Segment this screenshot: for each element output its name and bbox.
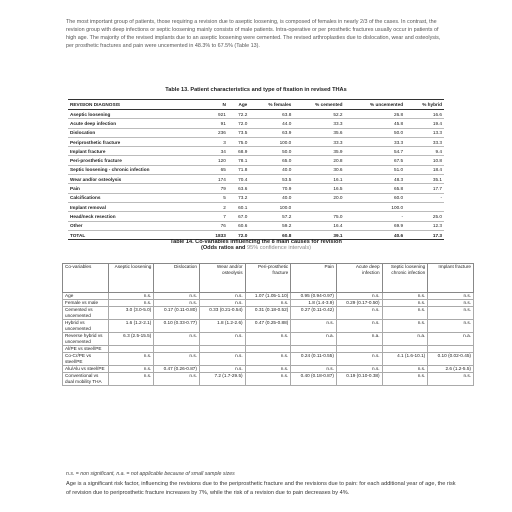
table14-cell: n.s. bbox=[382, 320, 428, 333]
table13-cell: 33.3 bbox=[405, 137, 444, 146]
table13-row bbox=[68, 147, 444, 156]
total-cell: 40.6 bbox=[345, 230, 406, 239]
table13-cell: 72.2 bbox=[228, 110, 249, 119]
table13-cell: 75.0 bbox=[293, 212, 344, 221]
table14-cell: n.s. bbox=[154, 293, 200, 300]
table14-row-label: Alu/Alu vs steel/PE bbox=[63, 366, 109, 373]
table14-caption-title: Table 14. Co-variables influencing the 8 main causes for revision bbox=[170, 239, 342, 245]
table14-cell: n.s. bbox=[245, 300, 291, 307]
table13-row-label: Other bbox=[68, 221, 204, 230]
table14-cell: 0.10 (0.02-0.45) bbox=[428, 353, 474, 366]
table14-cell: n.s. bbox=[428, 320, 474, 333]
table13-row-label: Wear and/or osteolysis bbox=[68, 175, 204, 184]
table13-cell: 120 bbox=[204, 156, 228, 165]
table14-row bbox=[63, 346, 474, 353]
total-cell: 17.3 bbox=[405, 230, 444, 239]
table14-row bbox=[63, 307, 474, 320]
table13-header-cell: Age bbox=[228, 100, 249, 110]
table13-cell: 30.6 bbox=[293, 165, 344, 174]
table14-cell: 3.0 (3.0-5.0) bbox=[108, 307, 154, 320]
table14-cell: n.s. bbox=[291, 320, 337, 333]
table14-cell: n.s. bbox=[154, 333, 200, 346]
table14-cell: n.s. bbox=[382, 366, 428, 373]
table13 bbox=[68, 99, 444, 240]
table13-cell: 100.0 bbox=[345, 202, 406, 211]
total-cell: 39.1 bbox=[293, 230, 344, 239]
table13-row bbox=[68, 165, 444, 174]
table14-cell: n.s. bbox=[199, 353, 245, 366]
table13-cell: 174 bbox=[204, 175, 228, 184]
table14-cell: n.s. bbox=[382, 300, 428, 307]
table13-header-cell: % hybrid bbox=[405, 100, 444, 110]
table14-row-label: Age bbox=[63, 293, 109, 300]
table13-cell: 35.9 bbox=[293, 147, 344, 156]
table14-cell: 1.6 (1.2-2.1) bbox=[108, 320, 154, 333]
table14-header-cell: Peri-prosthetic fracture bbox=[245, 264, 291, 293]
table13-cell: 20.8 bbox=[293, 156, 344, 165]
table13-row bbox=[68, 119, 444, 128]
table13-row bbox=[68, 175, 444, 184]
table13-row bbox=[68, 128, 444, 137]
table14-cell bbox=[245, 346, 291, 353]
table14-cell: n.s. bbox=[199, 293, 245, 300]
table14-cell: n.s. bbox=[108, 293, 154, 300]
table14-cell: n.s. bbox=[382, 293, 428, 300]
table14-header-cell: Aseptic loosening bbox=[108, 264, 154, 293]
table13-cell: 69.9 bbox=[345, 221, 406, 230]
table14-cell: n.s. bbox=[291, 366, 337, 373]
table14-cell bbox=[199, 346, 245, 353]
table13-row-label: Aseptic loosening bbox=[68, 110, 204, 119]
total-cell: 60.8 bbox=[249, 230, 293, 239]
table13-cell: 50.0 bbox=[249, 147, 293, 156]
table14-cell: n.s. bbox=[382, 307, 428, 320]
table14-cell: 1.8 (1.4-3.9) bbox=[291, 300, 337, 307]
table13-cell: 60.6 bbox=[228, 221, 249, 230]
table13-cell: 60.1 bbox=[228, 202, 249, 211]
table14-cell: n.s. bbox=[428, 293, 474, 300]
table14-cell: n.s. bbox=[154, 353, 200, 366]
table13-cell: 33.3 bbox=[293, 137, 344, 146]
table14-cell: 1.8 (1.2-2.6) bbox=[199, 320, 245, 333]
table13-caption: Table 13. Patient characteristics and type of fixation in revised THAs bbox=[165, 87, 347, 93]
table13-cell: 60.0 bbox=[345, 193, 406, 202]
table13-row-label: Implant removal bbox=[68, 202, 204, 211]
total-cell: 1833 bbox=[204, 230, 228, 239]
table14-cell: n.s. bbox=[382, 373, 428, 386]
table14-row-label: Al/PE vs steel/PE bbox=[63, 346, 109, 353]
table13-header-cell: % females bbox=[249, 100, 293, 110]
table14-cell: n.s. bbox=[245, 333, 291, 346]
table14-cell: n.s. bbox=[245, 366, 291, 373]
table13-cell: 16.6 bbox=[405, 110, 444, 119]
table13-cell: 33.3 bbox=[293, 119, 344, 128]
table13-cell: 921 bbox=[204, 110, 228, 119]
table14-cell: 0.24 (0.11-0.55) bbox=[291, 353, 337, 366]
table14-row-label: Reverse hybrid vs uncemented bbox=[63, 333, 109, 346]
table14-row bbox=[63, 300, 474, 307]
table14-header-cell: Dislocation bbox=[154, 264, 200, 293]
table13-cell: 2 bbox=[204, 202, 228, 211]
table14-header-cell: Pain bbox=[291, 264, 337, 293]
table13-cell: 26.8 bbox=[345, 110, 406, 119]
table14-header-cell: Wear and/or osteolysis bbox=[199, 264, 245, 293]
table13-header-row bbox=[68, 100, 444, 110]
table14-cell: 0.29 (0.17-0.50) bbox=[336, 300, 382, 307]
table14-row bbox=[63, 293, 474, 300]
table13-cell: 7 bbox=[204, 212, 228, 221]
table14-cell: 0.17 (0.11-0.80) bbox=[154, 307, 200, 320]
table13-cell: 63.9 bbox=[249, 128, 293, 137]
intro-paragraph: The most important group of patients, those requiring a revision due to aseptic loosening, is composed of females in nearly 2/3 of the cases. In contrast, the revision group with deep infections or septic loosening mainly consists of male patients. Intra-operative or per prosthetic fractures usually occur in patients of high age. The majority of the revised implants due to an aseptic loosening were cemented. The revised arthroplasties due to dislocation, wear and osteolysis, per prosthetic fractures and pain were uncemented in 48.3% to 67.5% (Table 13). bbox=[66, 19, 441, 49]
table14-cell: n.s. bbox=[428, 307, 474, 320]
table13-row-label: Calcifications bbox=[68, 193, 204, 202]
table14-cell: n.s. bbox=[245, 353, 291, 366]
table14-header-row bbox=[63, 264, 474, 293]
table13-cell: 73.5 bbox=[228, 128, 249, 137]
table13-cell: 63.8 bbox=[249, 110, 293, 119]
table13-cell: 67.0 bbox=[228, 212, 249, 221]
table14-cell: 0.33 (0.21-0.54) bbox=[199, 307, 245, 320]
table14-cell: 2.6 (1.2-5.5) bbox=[428, 366, 474, 373]
table13-cell: 72.0 bbox=[228, 119, 249, 128]
table13-cell: 68.9 bbox=[228, 147, 249, 156]
table13-cell: 52.2 bbox=[293, 110, 344, 119]
table13-cell: 91 bbox=[204, 119, 228, 128]
table14-cell: n.s. bbox=[336, 320, 382, 333]
table14-cell: n.s. bbox=[245, 373, 291, 386]
table14-cell: 1.07 (1.05-1.10) bbox=[245, 293, 291, 300]
table13-row bbox=[68, 221, 444, 230]
table14-cell: n.s. bbox=[336, 293, 382, 300]
table13-cell: 70.9 bbox=[249, 184, 293, 193]
table13-cell: 73.2 bbox=[228, 193, 249, 202]
closing-paragraph: Age is a significant risk factor, influencing the revisions due to the periprosthetic fracture and the revisions due to pain: for each additional year of age, the risk of revision due to periprosthetic fracture increases by 7%, while the risk of a revision due to pain decreases by 4%. bbox=[66, 481, 456, 496]
table13-row bbox=[68, 184, 444, 193]
table13-row-label: Acute deep infection bbox=[68, 119, 204, 128]
table14-cell: 7.2 (1.7-29.5) bbox=[199, 373, 245, 386]
table14-cell bbox=[291, 346, 337, 353]
table13-cell bbox=[405, 202, 444, 211]
table14-caption-subtitle-main: (Odds ratios and bbox=[200, 245, 247, 251]
table14-cell bbox=[154, 346, 200, 353]
table13-cell: 17.7 bbox=[405, 184, 444, 193]
table13-cell: 65.0 bbox=[249, 156, 293, 165]
table13-cell: 18.4 bbox=[405, 165, 444, 174]
table13-cell: 78.1 bbox=[228, 156, 249, 165]
table14-cell bbox=[108, 346, 154, 353]
table14-cell: n.s. bbox=[428, 300, 474, 307]
table13-cell: 79 bbox=[204, 184, 228, 193]
table14-cell: 0.19 (0.10-0.38) bbox=[336, 373, 382, 386]
table13-row bbox=[68, 202, 444, 211]
table13-cell: 16.5 bbox=[293, 184, 344, 193]
table14-cell: 0.40 (0.18-0.87) bbox=[291, 373, 337, 386]
table13-cell: 9.4 bbox=[405, 147, 444, 156]
table13-cell: 10.8 bbox=[405, 156, 444, 165]
table13-row bbox=[68, 110, 444, 119]
table13-cell: 51.0 bbox=[345, 165, 406, 174]
table13-row-label: Septic loosening - chronic infection bbox=[68, 165, 204, 174]
table13-cell: 34 bbox=[204, 147, 228, 156]
table14-caption-subtitle bbox=[0, 245, 512, 251]
table13-row-label: Dislocation bbox=[68, 128, 204, 137]
table14-row bbox=[63, 353, 474, 366]
table13-row bbox=[68, 193, 444, 202]
table14 bbox=[62, 263, 474, 386]
table13-row-label: Implant fracture bbox=[68, 147, 204, 156]
table13-cell: 70.4 bbox=[228, 175, 249, 184]
table14-cell: n.s. bbox=[154, 300, 200, 307]
table14-cell bbox=[382, 346, 428, 353]
table13-cell: 16.4 bbox=[293, 221, 344, 230]
table14-cell: n.s. bbox=[336, 366, 382, 373]
table14-cell: 0.31 (0.18-0.52) bbox=[245, 307, 291, 320]
table13-cell: - bbox=[345, 212, 406, 221]
table13-cell: 65 bbox=[204, 165, 228, 174]
table14-cell: 0.27 (0.11-0.42) bbox=[291, 307, 337, 320]
table13-cell: 40.0 bbox=[249, 193, 293, 202]
table13-cell: 16.1 bbox=[293, 175, 344, 184]
table14-cell: 0.95 (0.94-0.97) bbox=[291, 293, 337, 300]
table14-cell bbox=[428, 346, 474, 353]
table13-cell: 12.3 bbox=[405, 221, 444, 230]
table14-row bbox=[63, 366, 474, 373]
table14-cell: 4.1 (1.6-10.1) bbox=[382, 353, 428, 366]
table14-row bbox=[63, 320, 474, 333]
table13-cell: 57.2 bbox=[249, 212, 293, 221]
table13-row-label: Pain bbox=[68, 184, 204, 193]
table13-cell: 5 bbox=[204, 193, 228, 202]
table14-row-label: Hybrid vs uncemented bbox=[63, 320, 109, 333]
table14-row bbox=[63, 333, 474, 346]
table14-cell: n.a. bbox=[291, 333, 337, 346]
table13-cell: 59.2 bbox=[249, 221, 293, 230]
table14-cell: n.s. bbox=[199, 300, 245, 307]
table13-cell: 20.0 bbox=[293, 193, 344, 202]
table14-row bbox=[63, 373, 474, 386]
table13-cell: 65.8 bbox=[345, 184, 406, 193]
table13-body bbox=[68, 110, 444, 240]
table13-cell: 100.0 bbox=[249, 137, 293, 146]
table13-cell: 75.0 bbox=[228, 137, 249, 146]
table13-cell: 40.0 bbox=[249, 165, 293, 174]
table14-cell: n.s. bbox=[336, 307, 382, 320]
table14-caption bbox=[0, 239, 512, 251]
table14-header-cell: Implant fracture bbox=[428, 264, 474, 293]
table13-cell: 3 bbox=[204, 137, 228, 146]
table14-header-cell: Co-variables bbox=[63, 264, 109, 293]
table13-cell: 33.3 bbox=[345, 137, 406, 146]
total-label: TOTAL bbox=[68, 230, 204, 239]
table14-cell: 6.3 (2.5-15.5) bbox=[108, 333, 154, 346]
table14-cell: n.s. bbox=[154, 373, 200, 386]
table14-cell: 0.10 (0.33-0.77) bbox=[154, 320, 200, 333]
table14-cell: n.a. bbox=[428, 333, 474, 346]
table13-cell: 100.0 bbox=[249, 202, 293, 211]
table13-row bbox=[68, 212, 444, 221]
table13-cell: 44.0 bbox=[249, 119, 293, 128]
table14-row-label: Female vs male bbox=[63, 300, 109, 307]
table13-header-cell: % cemented bbox=[293, 100, 344, 110]
table13-header-cell: N bbox=[204, 100, 228, 110]
table13-header-cell: REVISION DIAGNOSIS bbox=[68, 100, 204, 110]
table13-row-label: Periprosthetic fracture bbox=[68, 137, 204, 146]
table13-cell: 50.0 bbox=[345, 128, 406, 137]
table13-cell: - bbox=[405, 193, 444, 202]
table14-row-label: Conventional vs dual mobility THA bbox=[63, 373, 109, 386]
table14-cell: n.s. bbox=[108, 366, 154, 373]
table14-row-label: Co-Cr/PE vs steel/PE bbox=[63, 353, 109, 366]
table13-row-label: Peri-prosthetic fracture bbox=[68, 156, 204, 165]
table13-cell: 67.5 bbox=[345, 156, 406, 165]
table13-cell bbox=[293, 202, 344, 211]
table13-cell: 45.8 bbox=[345, 119, 406, 128]
table13-cell: 63.6 bbox=[228, 184, 249, 193]
table13-cell: 76 bbox=[204, 221, 228, 230]
table13-cell: 71.8 bbox=[228, 165, 249, 174]
table13-cell: 25.0 bbox=[405, 212, 444, 221]
table13-row bbox=[68, 156, 444, 165]
table13-cell: 48.3 bbox=[345, 175, 406, 184]
table13-cell: 35.6 bbox=[293, 128, 344, 137]
table13-header-cell: % uncemented bbox=[345, 100, 406, 110]
table13-cell: 53.5 bbox=[249, 175, 293, 184]
table13-row-label: Head/neck resection bbox=[68, 212, 204, 221]
table14-cell: 0.47 (0.25-0.88) bbox=[245, 320, 291, 333]
table14-cell: n.s. bbox=[108, 300, 154, 307]
table13-cell: 236 bbox=[204, 128, 228, 137]
total-cell: 72.0 bbox=[228, 230, 249, 239]
table14-cell: n.s. bbox=[108, 353, 154, 366]
table14-cell bbox=[336, 346, 382, 353]
table14-row-label: Cemented vs uncemented bbox=[63, 307, 109, 320]
table13-cell: 54.7 bbox=[345, 147, 406, 156]
table14-header-cell: Acute deep infection bbox=[336, 264, 382, 293]
table14-cell: 0.47 (0.26-0.87) bbox=[154, 366, 200, 373]
table14-cell: n.s. bbox=[108, 373, 154, 386]
table14-cell: n.s. bbox=[428, 373, 474, 386]
table14-cell: n.a. bbox=[382, 333, 428, 346]
table14-header-cell: Septic loosening chronic infection bbox=[382, 264, 428, 293]
table13-cell: 19.4 bbox=[405, 119, 444, 128]
table14-cell: n.s. bbox=[199, 333, 245, 346]
table14-caption-subtitle-faded: 95% confidence intervals) bbox=[246, 245, 312, 251]
table-footnote: n.s. = non significant, n.a. = not applicable because of small sample sizes bbox=[66, 471, 235, 477]
table14-cell: n.s. bbox=[336, 353, 382, 366]
table13-cell: 35.1 bbox=[405, 175, 444, 184]
table14-body bbox=[63, 293, 474, 386]
table13-row bbox=[68, 137, 444, 146]
table14-cell: n.a. bbox=[336, 333, 382, 346]
table14-cell: n.s. bbox=[199, 366, 245, 373]
table13-cell: 13.3 bbox=[405, 128, 444, 137]
